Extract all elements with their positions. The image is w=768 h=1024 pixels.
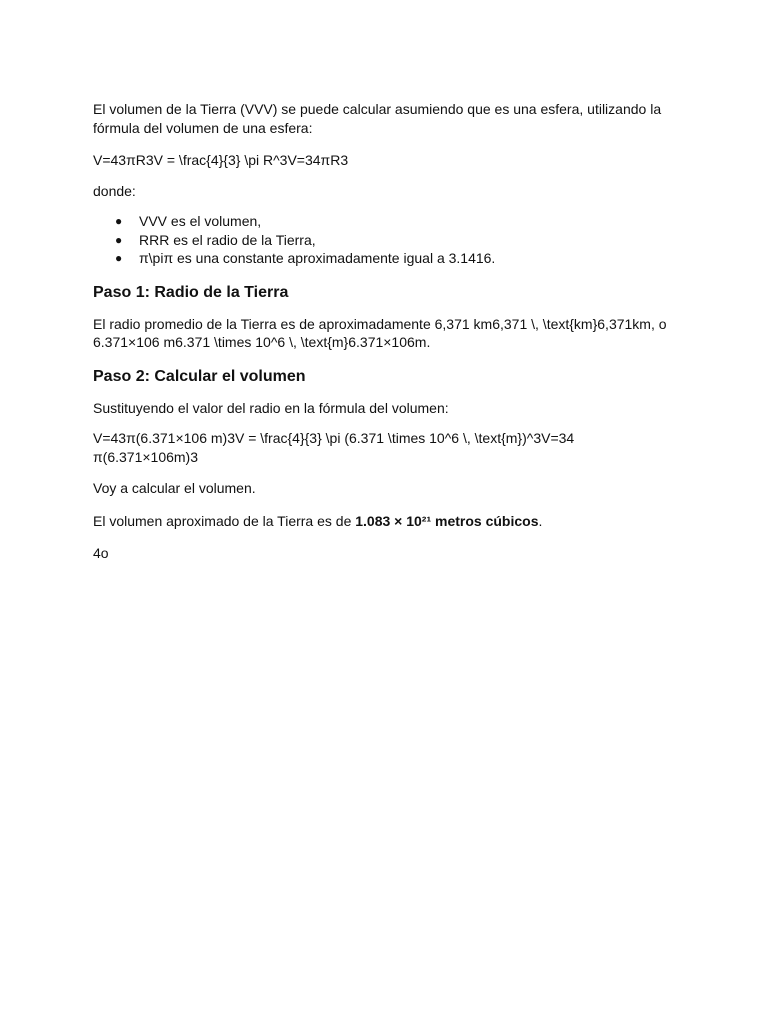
step1-heading: Paso 1: Radio de la Tierra [93,283,289,301]
list-item [93,249,676,268]
bullet-icon: ● [115,214,123,228]
list-item-text: VVV es el volumen, [139,213,262,229]
sphere-volume-formula: V=43πR3V = \frac{4}{3} \pi R^3V=34​πR3 [93,152,349,168]
donde-label: donde: [93,182,136,199]
bullet-icon: ● [115,251,123,265]
footer-note: 4o [93,545,109,561]
step1-paragraph: El radio promedio de la Tierra es de aproximadamente 6,371 km6,371 \, \text{km}6,371km, o 6.371×106 m6.371 \times 10^6 \, \text{m}6.371×106m. [93,315,667,350]
result-suffix: . [538,512,543,529]
result-paragraph [93,512,676,531]
list-item [93,231,676,250]
list-item [93,212,676,231]
substituted-formula: V=43π(6.371×106 m)3V = \frac{4}{3} \pi (6.371 \times 10^6 \, \text{m})^3V=34​π(6.371×106m)3 [93,430,575,465]
bullet-icon: ● [115,232,123,247]
list-item-text: RRR es el radio de la Tierra, [139,231,316,248]
step2-heading: Paso 2: Calcular el volumen [93,367,306,385]
intro-paragraph: El volumen de la Tierra (VVV) se puede calcular asumiendo que es una esfera, utilizando la fórmula del volumen de una esfera: [93,101,662,136]
calc-note: Voy a calcular el volumen. [93,480,256,496]
variable-definitions-list [93,212,676,268]
result-value: 1.083 × 10²¹ metros cúbicos [355,512,539,529]
step2-paragraph: Sustituyendo el valor del radio en la fórmula del volumen: [93,399,449,416]
list-item-text: π\piπ es una constante aproximadamente igual a 3.1416. [139,250,496,266]
result-prefix: El volumen aproximado de la Tierra es de [93,512,356,529]
